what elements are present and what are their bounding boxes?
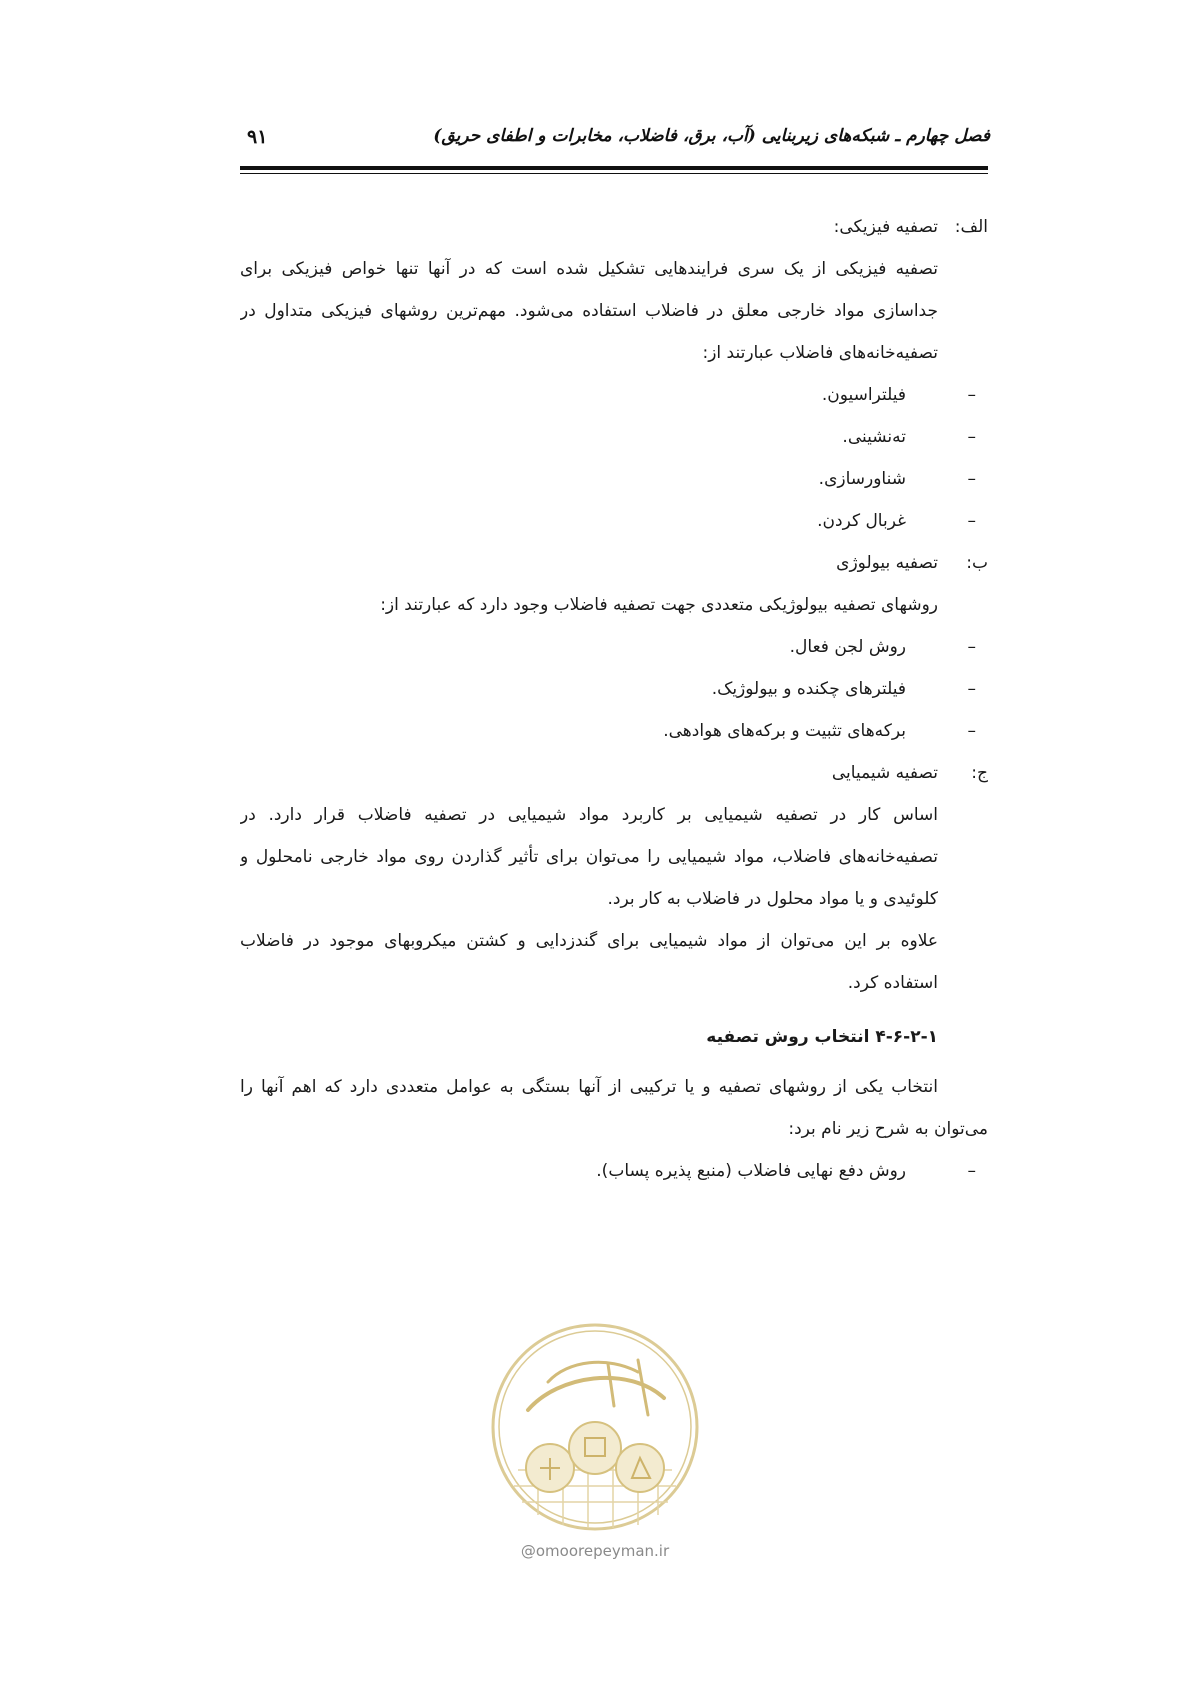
list-item-text: روش لجن فعال. xyxy=(789,637,906,657)
section-b-label: ب: xyxy=(966,553,988,573)
section-a-label: الف: xyxy=(954,217,988,237)
list-item-text: برکه‌های تثبیت و برکه‌های هوادهی. xyxy=(663,721,906,741)
section-c-paragraph-line: اساس کار در تصفیه شیمیایی بر کاربرد مواد شیمیایی در تصفیه فاضلاب قرار دارد. در xyxy=(240,805,938,825)
list-item-text: شناورسازی. xyxy=(818,469,906,489)
list-item-text: فیلتراسیون. xyxy=(821,385,906,405)
list-item-text: فیلترهای چکنده و بیولوژیک. xyxy=(711,679,906,699)
running-header-title: فصل چهارم ـ شبکه‌های زیربنایی (آب، برق، فاضلاب، مخابرات و اطفای حریق) xyxy=(433,126,990,146)
list-item xyxy=(240,458,988,500)
list-item-text: ته‌نشینی. xyxy=(842,427,906,447)
watermark-caption: @omoorepeyman.ir xyxy=(520,1542,670,1560)
list-item xyxy=(240,416,988,458)
section-b-paragraph: روشهای تصفیه بیولوژیکی متعددی جهت تصفیه فاضلاب وجود دارد که عبارتند از: xyxy=(380,595,938,615)
section-a-paragraph-line: تصفیه فیزیکی از یک سری فرایندهایی تشکیل شده است که در آنها تنها خواص فیزیکی برای xyxy=(240,259,938,279)
section-c-label: ج: xyxy=(971,763,988,783)
bullet-dash: – xyxy=(967,721,976,741)
list-item xyxy=(240,1150,988,1192)
list-item xyxy=(240,374,988,416)
section-b-heading xyxy=(240,542,988,584)
list-item xyxy=(240,668,988,710)
section-c-paragraph-line: استفاده کرد. xyxy=(847,973,938,993)
bullet-dash: – xyxy=(967,469,976,489)
list-item-text: غربال کردن. xyxy=(817,511,906,531)
body-text xyxy=(240,206,988,1192)
watermark-logo xyxy=(488,1320,702,1534)
header-rule-thick xyxy=(240,166,988,170)
section-a-title: تصفیه فیزیکی: xyxy=(833,217,938,237)
bullet-dash: – xyxy=(967,679,976,699)
section-c-paragraph-line: علاوه بر این می‌توان از مواد شیمیایی برای گندزدایی و کشتن میکروبهای موجود در فاضلاب xyxy=(240,931,938,951)
bullet-dash: – xyxy=(967,1161,976,1181)
bullet-dash: – xyxy=(967,511,976,531)
subsection-heading: ۴-۶-۲-۱ انتخاب روش تصفیه xyxy=(706,1027,938,1047)
section-c-title: تصفیه شیمیایی xyxy=(831,763,938,783)
bullet-dash: – xyxy=(967,427,976,447)
section-a-paragraph-line: تصفیه‌خانه‌های فاضلاب عبارتند از: xyxy=(702,343,938,363)
section-a-paragraph-line: جداسازی مواد خارجی معلق در فاضلاب استفاده می‌شود. مهم‌ترین روشهای فیزیکی متداول در xyxy=(240,301,938,321)
subsection-paragraph-line: انتخاب یکی از روشهای تصفیه و یا ترکیبی از آنها بستگی به عوامل متعددی دارد که اهم آنها را xyxy=(240,1077,938,1097)
section-c-paragraph-line: کلوئیدی و یا مواد محلول در فاضلاب به کار برد. xyxy=(607,889,938,909)
header-rule-thin xyxy=(240,173,988,174)
subsection-paragraph-line: می‌توان به شرح زیر نام برد: xyxy=(788,1119,988,1139)
list-item xyxy=(240,500,988,542)
list-item xyxy=(240,626,988,668)
section-a-heading xyxy=(240,206,988,248)
list-item-text: روش دفع نهایی فاضلاب (منبع پذیره پساب). xyxy=(596,1161,906,1181)
list-item xyxy=(240,710,988,752)
watermark-caption-text: omoorepeyman.ir xyxy=(535,1542,670,1560)
section-c-heading xyxy=(240,752,988,794)
section-c-paragraph-line: تصفیه‌خانه‌های فاضلاب، مواد شیمیایی را می‌توان برای تأثیر گذاردن روی مواد خارجی نامحلول و xyxy=(240,847,938,867)
page-number: ۹۱ xyxy=(247,126,268,148)
section-b-title: تصفیه بیولوژی xyxy=(836,553,938,573)
bullet-dash: – xyxy=(967,385,976,405)
bullet-dash: – xyxy=(967,637,976,657)
